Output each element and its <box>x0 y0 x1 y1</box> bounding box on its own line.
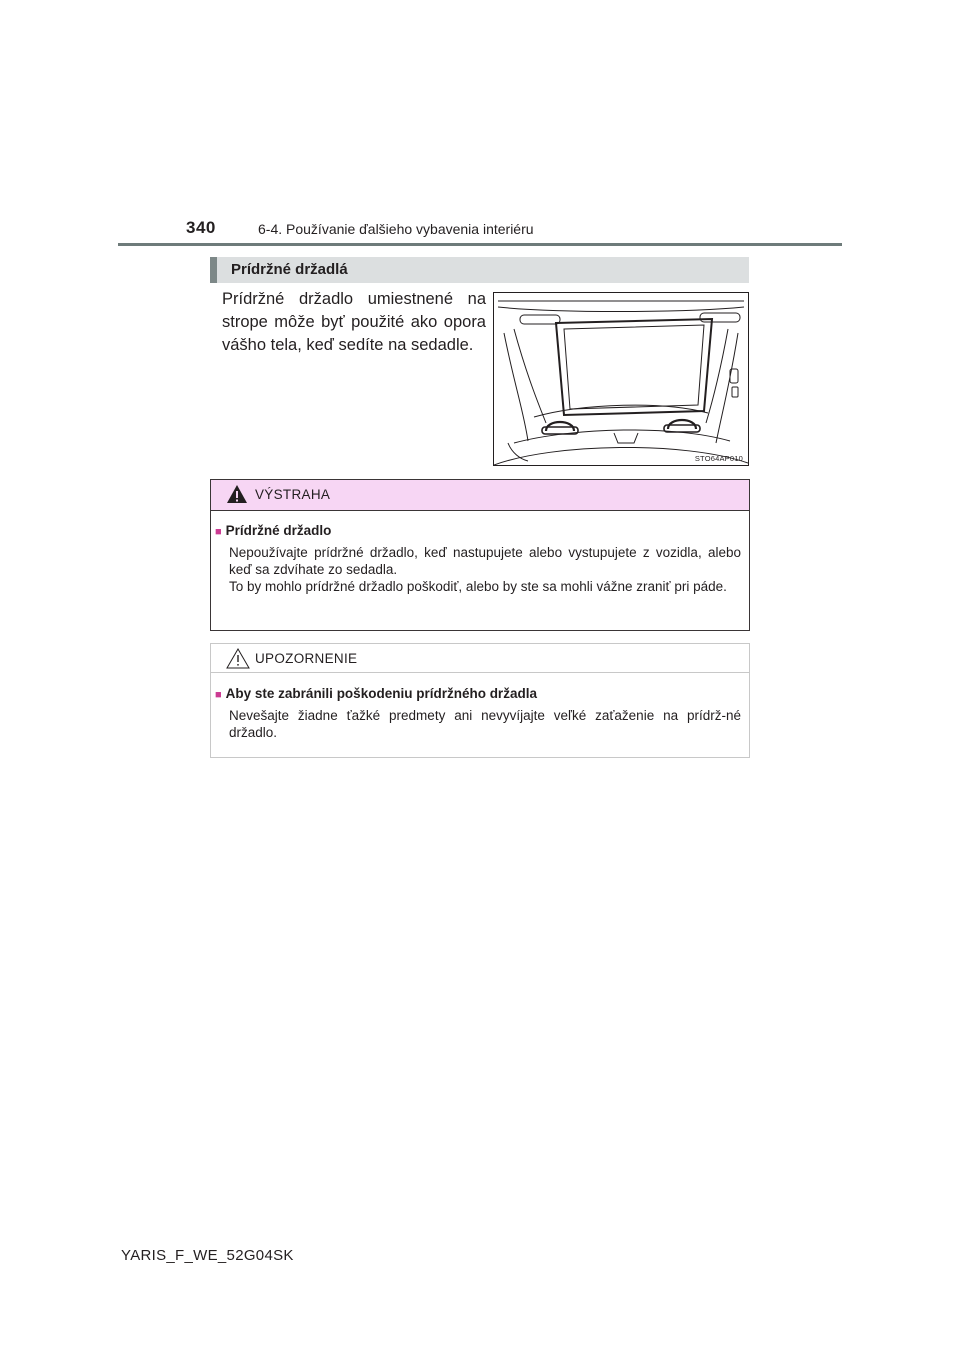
notice-item-heading <box>215 686 537 701</box>
chapter-title: 6-4. Používanie ďalšieho vybavenia interiéru <box>258 221 534 237</box>
notice-box <box>210 643 750 758</box>
caution-triangle-icon <box>226 647 250 669</box>
square-bullet-icon: ■ <box>215 689 222 701</box>
warning-paragraph: To by mohlo prídržné držadlo poškodiť, alebo by ste sa mohli vážne zraniť pri páde. <box>229 579 727 594</box>
warning-title: VÝSTRAHA <box>255 487 331 502</box>
header-rule <box>118 243 842 246</box>
warning-header <box>211 480 749 511</box>
notice-item-body <box>229 707 741 741</box>
intro-text: Prídržné držadlo umiestnené na strope môže byť použité ako opora vášho tela, keď sedíte na sedadle. <box>222 290 486 354</box>
warning-box <box>210 479 750 631</box>
notice-title: UPOZORNENIE <box>255 651 358 666</box>
page-number: 340 <box>186 218 216 237</box>
warning-paragraph: Nepoužívajte prídržné držadlo, keď nastupujete alebo vystupujete z vozidla, alebo keď sa zdvíhate zo sedadla. <box>229 545 741 577</box>
warning-item-heading <box>215 523 331 538</box>
section-title: Prídržné držadlá <box>231 261 348 278</box>
figure-code: STO64AP010 <box>694 454 743 463</box>
car-ceiling-drawing <box>494 293 748 465</box>
square-bullet-icon: ■ <box>215 526 222 538</box>
notice-header <box>211 644 749 673</box>
warning-triangle-icon <box>226 483 248 505</box>
footer-doc-code: YARIS_F_WE_52G04SK <box>121 1247 294 1264</box>
warning-item-body <box>229 544 741 595</box>
section-header <box>210 257 749 283</box>
warning-item-title: Prídržné držadlo <box>225 523 332 538</box>
notice-paragraph: Nevešajte žiadne ťažké predmety ani nevyvíjajte veľké zaťaženie na prídrž-né držadlo. <box>229 708 741 740</box>
notice-item-title: Aby ste zabránili poškodeniu prídržného držadla <box>225 686 537 701</box>
grab-handle-illustration <box>493 292 749 466</box>
